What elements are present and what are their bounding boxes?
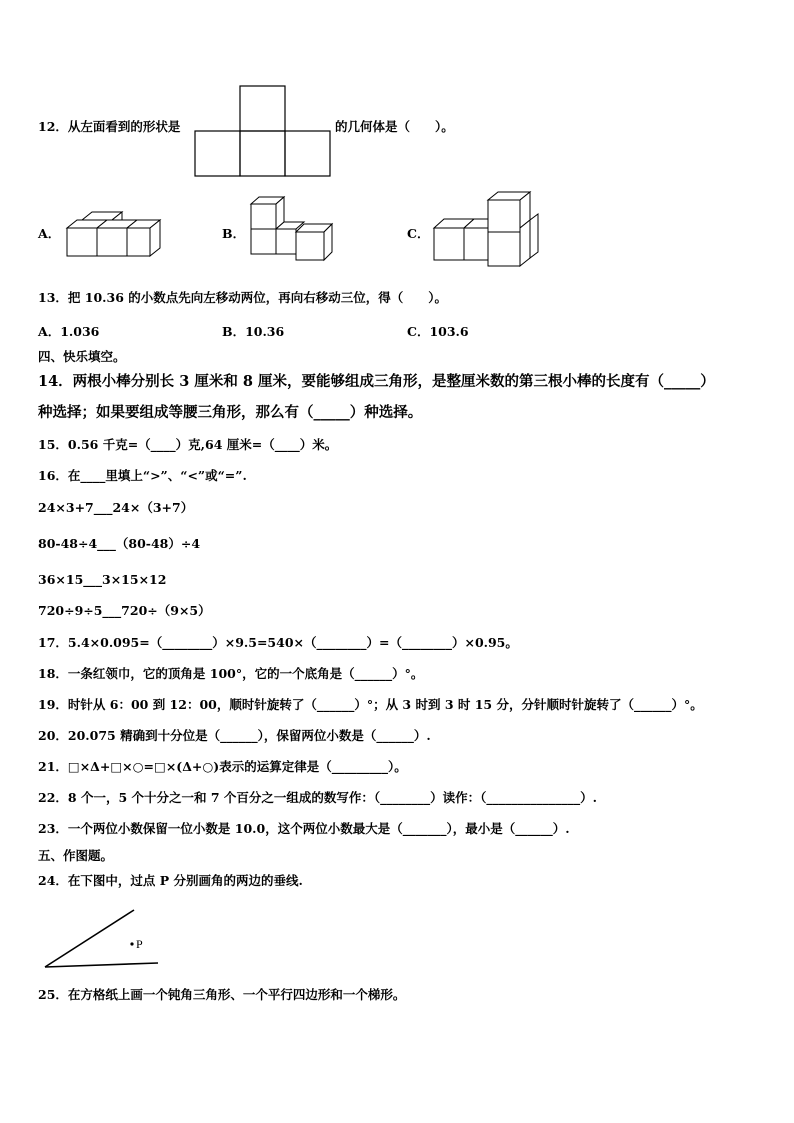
q12-left-view-figure	[193, 84, 333, 178]
q21: 21．□×Δ+□×○=□×(Δ+○)表示的运算定律是（_________）。	[38, 759, 407, 774]
q14-line-2: 种选择；如果要组成等腰三角形，那么有（_____）种选择。	[38, 404, 423, 421]
q12-option-c-figure	[432, 190, 542, 270]
q13-option-b: B．10.36	[222, 324, 285, 339]
q18: 18．一条红领巾，它的顶角是 100°，它的一个底角是（______）°。	[38, 666, 424, 681]
q13-stem: 13．把 10.36 的小数点先向左移动两位，再向右移动三位，得（ ）。	[38, 290, 447, 305]
q20: 20．20.075 精确到十分位是（______），保留两位小数是（______）.	[38, 728, 431, 743]
q13-option-a: A．1.036	[38, 324, 100, 339]
q16-row-1: 24×3+7___24×（3+7）	[38, 500, 194, 515]
q15: 15．0.56 千克=（____）克,64 厘米=（____）米。	[38, 437, 338, 452]
q16-row-3: 36×15___3×15×12	[38, 572, 167, 587]
q12-line	[38, 118, 180, 136]
q16-row-2: 80-48÷4___（80-48）÷4	[38, 536, 201, 551]
q12-option-a-label: A．	[38, 226, 61, 241]
q17: 17．5.4×0.095=（________）×9.5=540×（________）=（________）×0.95。	[38, 635, 518, 650]
q24-angle-figure	[40, 905, 170, 975]
q24-stem: 24．在下图中，过点 P 分别画角的两边的垂线.	[38, 873, 303, 888]
q12-suffix: 的几何体是（ ）。	[335, 119, 454, 134]
section-5-heading: 五、作图题。	[38, 848, 114, 863]
q12-option-b-figure	[248, 194, 340, 266]
q16-stem: 16．在____里填上“>”、“<”或“=”.	[38, 468, 247, 483]
q22: 22．8 个一，5 个十分之一和 7 个百分之一组成的数写作：（________）读作：（_______________）.	[38, 790, 597, 805]
q12-suffix-line	[335, 118, 454, 136]
q14-line-1: 14．两根小棒分别长 3 厘米和 8 厘米，要能够组成三角形，是整厘米数的第三根小棒的长度有（_____）	[38, 373, 715, 390]
q13-option-c: C．103.6	[407, 324, 469, 339]
section-4-heading: 四、快乐填空。	[38, 349, 126, 364]
q24-point-label: P	[136, 937, 143, 951]
q12-option-b-label: B．	[222, 226, 246, 241]
q12-option-c-label: C．	[407, 226, 430, 241]
q23: 23．一个两位小数保留一位小数是 10.0，这个两位小数最大是（_______），最小是（______）.	[38, 821, 570, 836]
q12-option-a-figure	[64, 208, 166, 260]
q25: 25．在方格纸上画一个钝角三角形、一个平行四边形和一个梯形。	[38, 987, 406, 1002]
q19: 19．时针从 6：00 到 12：00，顺时针旋转了（______）°；从 3 时到 3 时 15 分，分针顺时针旋转了（______）°。	[38, 697, 703, 712]
q12-prefix: 12．从左面看到的形状是	[38, 119, 181, 134]
q16-row-4: 720÷9÷5___720÷（9×5）	[38, 603, 211, 618]
